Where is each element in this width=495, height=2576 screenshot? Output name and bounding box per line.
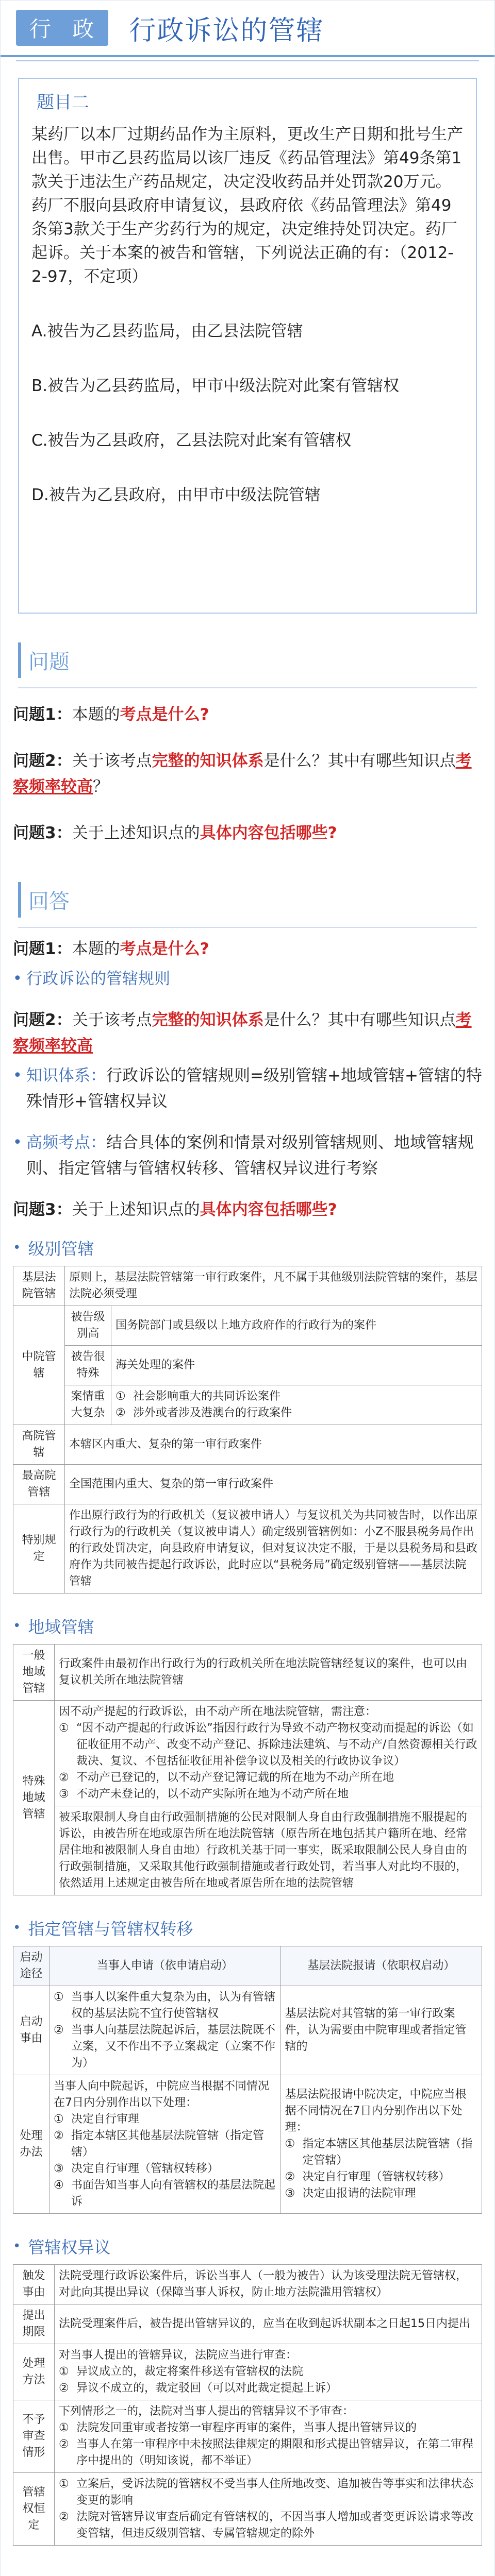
answer-2: • 知识体系：行政诉讼的管辖规则=级别管辖+地域管辖+管辖的特殊情形+管辖权异议 <box>13 1063 482 1114</box>
bullet-icon: • <box>13 970 22 988</box>
table-row: 触发事由 法院受理行政诉讼案件后，诉讼当事人（一般为被告）认为该受理法院无管辖权，对此向其提出异议（保障当事人诉权，防止地方法院滥用管辖权） <box>13 2265 482 2304</box>
bullet-icon: • <box>13 1133 22 1151</box>
question-stem: 某药厂以本厂过期药品作为主原料，更改生产日期和批号生产出售。甲市乙县药监局以该厂违反《药品管理法》第49条第1款关于违法生产药品规定，决定没收药品并处罚款20万元。药厂不服向县政府申请复议，县政府依《药品管理法》第49条第3款关于生产劣药行为的规定，决定维持处罚决定。药厂起诉。关于本案的被告和管辖，下列说法正确的有：（2012-2-97，不定项） <box>31 125 463 286</box>
table-row: 提出期限 法院受理案件后，被告提出管辖异议的，应当在收到起诉状副本之日起15日内提出 <box>13 2304 482 2344</box>
table-row: 最高院管辖 全国范围内重大、复杂的第一审行政案件 <box>13 1465 482 1504</box>
table-row: 处理办法 当事人向中院起诉，中院应当根据不同情况在7日内分别作出以下处理： ① 决定自行审理 ② 指定本辖区其他基层法院管辖（指定管辖） ③ 决定自行审理（管辖权转移） ④ 书面告知当事人向有管辖权的基层法院起诉 基层法院报请中院决定，中院应当根据不同情况在7日内分别作出以下处理： ① 指定本辖区其他基层法院管辖（指定管辖） ② 决定自行审理（管辖权转移） ③ 决定由报请的法院审理 <box>13 2075 482 2214</box>
transfer-section <box>13 1916 482 2214</box>
answers-list <box>13 936 482 1223</box>
answer-q2: 问题2：关于该考点完整的知识体系是什么？其中有哪些知识点考察频率较高 <box>13 1011 472 1055</box>
level-section <box>13 1236 482 1594</box>
objection-section <box>13 2234 482 2546</box>
questions-list <box>13 702 482 846</box>
table-row: 被告很特殊 海关处理的案件 <box>13 1346 482 1385</box>
header-divider <box>16 60 479 61</box>
question-2: 问题2：关于该考点完整的知识体系是什么？其中有哪些知识点考察频率较高？ <box>13 752 472 796</box>
answer-q1: 问题1：本题的考点是什么? <box>13 940 209 958</box>
questions-label: 问题 <box>18 642 477 678</box>
page-header <box>1 1 494 57</box>
bullet-icon: • <box>13 1618 21 1634</box>
objection-title: • 管辖权异议 <box>13 2238 111 2257</box>
table-row: 启动事由 ① 当事人以案件重大复杂为由，认为有管辖权的基层法院不宜行使管辖权 ② 当事人向基层法院起诉后，基层法院既不立案，又不作出不予立案裁定（立案不作为） 基层法院对其管辖的第一审行政案件，认为需要由中院审理或者指定管辖的 <box>13 1986 482 2075</box>
table-row: 管辖权恒定 ① 立案后，受诉法院的管辖权不受当事人住所地改变、追加被告等事实和法律状态变更的影响 ② 法院对管辖异议审查后确定有管辖权的，不因当事人增加或者变更诉讼请求等改变管辖，但违反级别管辖、专属管辖规定的除外 <box>13 2473 482 2546</box>
question-title: 题目二 <box>37 92 89 113</box>
table-row: 特别规定 作出原行政行为的行政机关（复议被申请人）与复议机关为共同被告时，以作出原行政行为的行政机关（复议被申请人）确定级别管辖例如：小Z不服县税务局作出的行政处罚决定，向县政府申请复议，但对复议决定不服，于是以县税务局和县政府作为共同被告提起行政诉讼，此时应以“县税务局”确定级别管辖——基层法院管辖 <box>13 1504 482 1594</box>
bullet-icon: • <box>13 1240 21 1256</box>
option-c: C.被告为乙县政府，乙县法院对此案有管辖权 <box>31 431 352 450</box>
answer-2-hot: • 高频考点：结合具体的案例和情景对级别管辖规则、地域管辖规则、指定管辖与管辖权转移、管辖权异议进行考察 <box>13 1130 482 1181</box>
transfer-title: • 指定管辖与管辖权转移 <box>13 1919 193 1939</box>
page-title: 行政诉讼的管辖 <box>129 15 324 46</box>
table-row: 一般地域管辖 行政案件由最初作出行政行为的行政机关所在地法院管辖经复议的案件，也可以由复议机关所在地法院管辖 <box>13 1645 482 1701</box>
table-row: 案情重大复杂 ① 社会影响重大的共同诉讼案件 ② 涉外或者涉及港澳台的行政案件 <box>13 1385 482 1425</box>
table-row: 被采取限制人身自由行政强制措施的公民对限制人身自由行政强制措施不服提起的诉讼，由被告所在地或原告所在地法院管辖（原告所在地包括其户籍所在地、经常居住地和被限制人身自由地）行政机关基于同一事实，既采取限制公民人身自由的行政强制措施，又采取其他行政强制措施或者行政处罚，若当事人对此均不服的，依然适用上述规定由被告所在地或者原告所在地的法院管辖 <box>13 1806 482 1895</box>
level-table <box>13 1266 482 1594</box>
option-a: A.被告为乙县药监局，由乙县法院管辖 <box>31 322 303 341</box>
bullet-icon: • <box>13 1066 22 1084</box>
answer-q3: 问题3：关于上述知识点的具体内容包括哪些? <box>13 1200 337 1219</box>
table-row: 中院管辖 被告级别高 国务院部门或县级以上地方政府作的行政行为的案件 <box>13 1306 482 1346</box>
bullet-icon: • <box>13 2239 21 2254</box>
option-b: B.被告为乙县药监局，甲市中级法院对此案有管辖权 <box>31 377 400 395</box>
objection-table <box>13 2264 482 2546</box>
table-row: 高院管辖 本辖区内重大、复杂的第一审行政案件 <box>13 1425 482 1465</box>
table-row: 处理方法 对当事人提出的管辖异议，法院应当进行审查： ① 异议成立的，裁定将案件移送有管辖权的法院 ② 异议不成立的，裁定驳回（可以对此裁定提起上诉） <box>13 2344 482 2400</box>
questions-heading <box>18 642 477 688</box>
answers-divider <box>18 927 477 928</box>
question-1: 问题1：本题的考点是什么? <box>13 705 209 724</box>
region-section <box>13 1614 482 1895</box>
region-table <box>13 1644 482 1895</box>
region-title: • 地域管辖 <box>13 1617 94 1637</box>
question-3: 问题3：关于上述知识点的具体内容包括哪些? <box>13 824 337 842</box>
bullet-icon: • <box>13 1920 21 1936</box>
table-row: 特殊地域管辖 因不动产提起的行政诉讼，由不动产所在地法院管辖，需注意： ① “因不动产提起的行政诉讼”指因行政行为导致不动产物权变动而提起的诉讼（如征收征用不动产、改变不动产登记、拆除违法建筑、与不动产/自然资源相关行政裁决、复议、不包括征收征用补偿争议以及相关的行政协议争议） ② 不动产已登记的，以不动产登记簿记载的所在地为不动产所在地 ③ 不动产未登记的，以不动产实际所在地为不动产所在地 <box>13 1701 482 1806</box>
table-header-row: 启动途径 当事人申请（依申请启动） 基层法院报请（依职权启动） <box>13 1946 482 1986</box>
option-d: D.被告为乙县政府，由甲市中级法院管辖 <box>31 486 321 504</box>
questions-divider <box>18 687 477 688</box>
answer-1: • 行政诉讼的管辖规则 <box>13 966 482 992</box>
level-title: • 级别管辖 <box>13 1239 94 1259</box>
question-box <box>18 78 477 614</box>
subject-badge: 行 政 <box>16 10 108 46</box>
answers-heading <box>18 882 477 928</box>
table-row: 基层法院管辖 原则上，基层法院管辖第一审行政案件，凡不属于其他级别法院管辖的案件，基层法院必须受理 <box>13 1266 482 1306</box>
answers-label: 回答 <box>18 882 477 918</box>
table-row: 不予审查情形 下列情形之一的，法院对当事人提出的管辖异议不予审查： ① 法院发回重审或者按第一审程序再审的案件，当事人提出管辖异议的 ② 当事人在第一审程序中未按照法律规定的期限和形式提出管辖异议，在第二审程序中提出的（明知该说，都不举证） <box>13 2400 482 2473</box>
transfer-table <box>13 1946 482 2214</box>
